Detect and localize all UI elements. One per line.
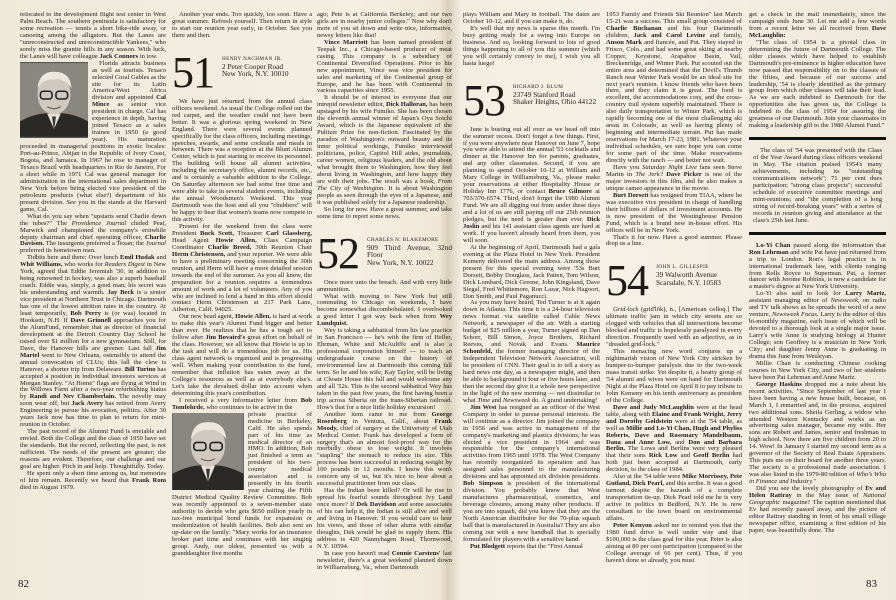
text-run: is one of the major investors in this film, and he also makes a unique cameo appearance in the movie. bbox=[606, 170, 742, 192]
text-run: and some associates of his can help it, the Indian is still alive and well and living in Hanover. If you would care to hear his views, and those of other alums with similar thoughts, Dek would be glad to supply them. His address is 420 Nannyhagen Road, Thornwood, N.Y. 10594. bbox=[317, 501, 452, 550]
paragraph bbox=[317, 488, 452, 551]
text-run: So long for now. Have a great summer, and take some time to report some news. bbox=[317, 205, 452, 220]
text-run: As you may have heard, Ted Turner is at it again down in Atlanta. This time it is a 24-hour television news format via satellite called Cable News Network, a newspaper of the air. With a starting budget of $25 million a year, Turner signed up Dan Schorr, Bill Simon, Joyce Brothers, Richard Reeves, and Novak and Evans. bbox=[463, 299, 600, 349]
text-run: chief of surgery at the University of Utah Medical Center. Frank has developed a form of surgery that's an almost fool-proof way for the morbidly obese to lose weight. It involves "stapling" the stomach to reduce its size. This process has been successful in reducing weight by 100 pounds in 12 months. I know this won't concern any of us, but it's nice to hear about a successful practitioner from our class. bbox=[317, 424, 452, 488]
text-run: Lo-Yi also said to look for bbox=[756, 290, 846, 298]
text-run: and bbox=[490, 396, 503, 404]
bold-name: George Rosenberg bbox=[317, 410, 452, 425]
bold-name: Carl Glassberg, bbox=[265, 229, 312, 237]
text-run: and bbox=[677, 452, 694, 460]
text-run: in the May issue of bbox=[791, 492, 864, 499]
paragraph bbox=[317, 551, 452, 572]
paragraph bbox=[606, 405, 742, 475]
bold-name: Vince Marriott bbox=[324, 38, 368, 46]
italic-title: Providence Journal bbox=[71, 219, 127, 227]
bold-name: Put Blodgett bbox=[470, 542, 506, 550]
column-right-2 bbox=[606, 12, 742, 578]
text-run: has been named president of Teepak Inc., a Chicago-based producer of meat casing. This company is a subsidiary of Continental Diversified Operations. Prior to his new appointment, Vince was vice president for sales and marketing of the Continental group of Europe, and he has been with Continental in various capacities since 1955. bbox=[317, 38, 452, 95]
paragraph bbox=[463, 12, 600, 26]
portrait-photo bbox=[172, 413, 244, 490]
text-run: Has the Indian been killed? Or will he rise to spread his fearful sounds throughout Ivy Land once more? If bbox=[317, 487, 452, 509]
italic-title: Newsweek bbox=[502, 396, 531, 404]
paragraph bbox=[172, 99, 312, 224]
text-run: great effort on behalf of the class. However, we all know that Howie is up to the task and will do a tremendous job for us. His class agent network is organized and is progressing well. When making your contribution to the fund, remember that inflation has eaten away at the College's resources as well as at everybody else's. Let's take the devalued dollar into account when determining this year's contribution. bbox=[172, 334, 312, 397]
portrait-photo bbox=[20, 62, 88, 138]
text-run: 30th Reunion Chair bbox=[251, 243, 312, 251]
class-year-number: 53 bbox=[463, 75, 505, 125]
address-line: 39 Walworth Avenue bbox=[656, 270, 718, 280]
text-run: and his 141 assistant class agents are hard at work. If you haven't already heard from them, you will soon. bbox=[463, 222, 600, 244]
text-run: magazine? The caption mentioned that Ev had recently passed away, and the picture of editor Rattray standing in front of his small village newspaper office, examining a first edition of his paper, was beautifully done. The bbox=[749, 498, 886, 534]
italic-title: Newsweek Focus. bbox=[771, 311, 819, 319]
paragraph bbox=[317, 40, 452, 96]
text-run: is (or was) located in Hooksett, N.H. If bbox=[20, 309, 166, 324]
text-run: has been upstaged by his wife Fumiko. She has been chosen the eleventh annual winner of Japan's Oya Soichi Award, which is the Japanese equivalent of the Pulitzer Prize for non-fiction. Fascinated by the paradox of Washington's outward beauty and its inner political workings, Fumiko interviewed politicians, police, Capitol Hill aides, journalists, career women, religious leaders, and the old about what brought them to Washington, how they feel about living in Washington, and how happy they are with their jobs. The result was a book, bbox=[317, 101, 452, 185]
text-run: It is about Washington people as seen through the eyes of a Japanese, and it was published solely for a Japanese readership. bbox=[317, 184, 452, 206]
text-run: and bbox=[154, 254, 166, 262]
address-line: 909 Third Avenue, 32nd Floor bbox=[367, 242, 452, 260]
paragraph bbox=[463, 300, 600, 404]
bold-name: Ev and Helen Rattray bbox=[749, 485, 886, 499]
text-run: and bbox=[671, 438, 689, 446]
text-run: in Ventura, Calif., about bbox=[346, 417, 435, 425]
text-run: in tow. bbox=[138, 52, 158, 60]
bold-name: Whit Williams, bbox=[20, 261, 63, 269]
paragraph bbox=[20, 255, 166, 429]
paragraph bbox=[317, 328, 452, 411]
text-run: What with moving to New York but still commuting to Chicago on weekends, I have become somewhat discombobulated. I overlooked a good letter I got way back when from bbox=[317, 292, 452, 321]
paragraph bbox=[317, 412, 452, 488]
secretary-name: CHARLES N. BLAKEMORE bbox=[367, 236, 439, 243]
bold-name: Bill Turino bbox=[124, 365, 156, 373]
text-run: That's it for now. Have a good summer. Please drop us a line. bbox=[606, 233, 742, 248]
bold-name: Mike Morrissey, Pete Gutland, Dick Pearl, bbox=[606, 473, 742, 488]
paragraph bbox=[463, 405, 600, 544]
text-run: Our new head agent, bbox=[179, 313, 236, 321]
italic-title: The Jerk? bbox=[635, 170, 663, 178]
paragraph bbox=[749, 40, 886, 130]
text-run: the former managing director of the Independent Television Network Association, will be president of CNN. Their goal is to tell a story as hard news one day, as a newspaper might, and then be able to background it four or five hours later, and then the second day give it a whole new perspective in the light of the new morning — not dissimilar to what bbox=[463, 348, 600, 404]
text-run: who continues to be active in the bbox=[204, 403, 293, 411]
award-box-paragraph bbox=[749, 148, 886, 224]
bold-name: Cal Mince bbox=[92, 94, 166, 109]
paragraph bbox=[20, 471, 166, 492]
paragraph bbox=[606, 523, 742, 565]
class-year-number: 52 bbox=[317, 228, 359, 278]
bold-name: Dave and Judy McLaughlin bbox=[613, 403, 694, 411]
secretary-name: HENRY NACHMAN JR. bbox=[222, 55, 283, 62]
bold-name: Bob Tomfohrde, bbox=[172, 396, 312, 411]
text-run: and his four Dartmouth children, bbox=[606, 24, 742, 39]
section-rule bbox=[749, 232, 886, 235]
class-header bbox=[172, 47, 312, 97]
paragraph bbox=[606, 165, 742, 193]
text-run: in New York, agreed that Eddie Jeremiah '30, in addition to being renowned in hockey, was also a superb baseball coach. Eddie was, simply, a good man; his secret was his understanding and warmth. bbox=[20, 261, 166, 297]
paragraph bbox=[749, 243, 886, 292]
bold-name: Wey Lundquist. bbox=[317, 313, 452, 328]
text-run: Present for the weekend from the class were President bbox=[172, 222, 312, 237]
paragraph bbox=[606, 12, 742, 165]
bold-name: Jack Avery bbox=[71, 400, 104, 408]
bold-name: Lo-Yi Chan bbox=[756, 241, 791, 249]
text-run: preferred its hometown man. bbox=[20, 247, 96, 255]
bold-name: Charlie Davison. bbox=[20, 233, 166, 248]
paragraph bbox=[172, 398, 312, 412]
bold-name: Millie and Lo-Yi Chan, Hugh and Phyliss Roberts, Dave and Rosemary Mandelbaum, Dana and Anne Low, bbox=[606, 424, 742, 446]
paragraph bbox=[606, 193, 742, 235]
column-right-3 bbox=[749, 12, 886, 578]
text-run: It should be of interest to everyone that our intrepid newsletter editor, bbox=[317, 94, 452, 109]
bold-name: Rick Low bbox=[648, 452, 678, 460]
class-header bbox=[317, 228, 452, 278]
text-run: Millie Chan is conducting Chinese cooking courses in New York City, and two of her students have been Pat Lehrman and Anne Martz. bbox=[749, 359, 886, 381]
text-run: June is busting out all over as we head off into the summer recess. Don't forget a few things. First, if you were anywhere near Hanover on June 7, hope you were able to attend the annual '53 cocktails and dinner at the Hanover Inn for parents, graduates, and any other classmates. Second, if you are planning to spend October 10-12 at William and Mary College in Williamsburg, Va., please make your reservations at either Hospitality House or Holiday Inn 1776, or contact bbox=[463, 125, 600, 196]
address-line: 2 Peter Cooper Road bbox=[222, 61, 283, 71]
bold-name: Frank Rom bbox=[132, 476, 166, 484]
text-run: Larry is the editor of this bi-monthly magazine, each issue of which will be devoted to a thorough look at a single major issue. Larry's wife Anne is studying biology at Hunter College; son Geoffrey is a musician in New York City; and daughter Jenny Anne is graduating in drama this June from Wesleyan. bbox=[749, 311, 886, 360]
paragraph bbox=[317, 294, 452, 329]
bold-name: Jay Beck bbox=[107, 289, 134, 297]
paragraph bbox=[172, 12, 312, 40]
bold-name: Peter Kenyon bbox=[613, 521, 652, 529]
text-run: and family, bbox=[705, 31, 742, 39]
text-run: plays William and Mary in football. The dates are October 10-12, and if you can make it, do. bbox=[463, 12, 600, 25]
text-run: The Lows and Berlins were very pleased that their sons bbox=[606, 445, 742, 460]
text-run: (grid'lŏk), n., [American colloq.] The ultimate traffic jam in which city streets are so clogged with vehicles that all intersections become blocked and traffic is hopelessly paralyzed in every direction. Frequently used with an adjective, as in "dreaded grid-lock." bbox=[606, 306, 742, 349]
bold-name: Geoff Berlin bbox=[693, 452, 730, 460]
text-run: Head Agent bbox=[172, 236, 216, 244]
text-run: do. A grand undertaking! bbox=[530, 396, 598, 404]
bold-name: Dick Joslin bbox=[463, 216, 600, 230]
bold-name: Howie Allen, bbox=[235, 313, 271, 321]
text-run: at 703/370-6574. Third, don't forget the 1980 Alumni Fund. We are all digging out from under these days and a lot of us are still paying off our 25th reunion pledges, but the need is greater than ever. bbox=[463, 188, 600, 224]
text-run: The past record of the Alumni Fund is enviable and envied. Both the College and the class of 1950 have set the standards. But the record, reflecting the past, is not sufficient. The needs of the present are greater; the reasons are evident. Therefore, our challenge and our goal are higher. Pitch in and help. Thoughtfully. Today. bbox=[20, 428, 166, 470]
italic-title: Journal bbox=[145, 240, 166, 248]
paragraph bbox=[317, 12, 452, 40]
paragraph bbox=[606, 307, 742, 349]
paragraph bbox=[463, 245, 600, 301]
text-run: Wey is taking a sabbatical from his law practice in San Francisco — he's with the firm of Heller, Ehrman, White and McAuliffe and is also a professional corporation himself — to teach an undergraduate course on the history of environmental law at Dartmouth this coming fall term. So he and his wife, Kay Taylor, will be living at Choate House this fall and would welcome any and all '52s. This is the second sabbatical Wey has taken in the past five years, the first having been a trip across Siberia on the trans-Siberian railroad. How's that for a nice little holiday excursion! bbox=[317, 327, 452, 411]
text-run: He spent only a short time among us, but memories of him remain. Recently we heard that bbox=[20, 469, 166, 484]
paragraph bbox=[317, 95, 452, 206]
text-run: It's well that my news is sparse this month. I'm busy getting ready for a swing into Europe on business. And so, looking forward to lots of good things happening to all of you this summer (which you will certainly convey to me), I wish you all hasta luego! bbox=[463, 24, 600, 67]
class-secretary-address bbox=[513, 83, 596, 106]
secretary-name: RICHARD J. BLUM bbox=[513, 83, 564, 90]
paragraph bbox=[606, 235, 742, 249]
paragraph bbox=[20, 12, 166, 61]
text-run: private practice of medicine in Berkeley, Calif. He also spends part of his time as medical director of an HMO. In addition, Bob just finished a term as president of his two-county medical association and is presently in his fourth year chairing the Fifth District Medical Quality Review Committee. Bob was recently appointed to a seven-member state authority to decide who gets $650 million yearly in tax-free municipal bond funds for expansion or modernization of health facilities. Bob also sent an up-date on the family: "Mary works for an insurance broker part time and continues with her singing group. Andy, our oldest, presented us with a granddaughter five months bbox=[172, 410, 312, 557]
text-run: had both just been accepted at Dartmouth, early decision, to the class of 1984. bbox=[606, 452, 742, 474]
paragraph bbox=[749, 486, 886, 535]
text-run: Also at the '54 table were bbox=[613, 473, 683, 481]
bold-name: Jim Bovaird's bbox=[205, 334, 246, 342]
text-run: as senior vice president in charge. Cal has experience in depth, having joined Texaco as a sales trainee in 1950 (a good year). His maturation proceeded in managerial positions in exotic locales: Port-au-Prince, Abijan in the Republic of Ivory Coast, Bogota, and Jamaica. In 1967 he rose to manager of Texaco Brazil with headquarters in Rio de Janeiro. For a short while in 1971 Cal was general manager for administration in the international sales department in New York before being elected vice president of the petroleum products (what else?) department of his present division. See you in the stands at the Harvard game, Cal. bbox=[20, 101, 166, 213]
text-run: and wife Pat have just returned from a trip to London. Ron's legal practice is in international trademark law, with clients ranging from Rolls Royce to Superman. Pat, a former dancer with Jerome Robbins, is now a candidate for a master's degree at New York University. bbox=[749, 248, 886, 291]
text-run: Have you bbox=[613, 163, 643, 171]
text-run: approaches you for the AlumFund, remember that as director of financial development at the Detroit Country Day School he raised over $1 million for a new gymnasium. Still, for Dave, the Hanover hills are greener. Last fall bbox=[20, 316, 166, 352]
paragraph bbox=[749, 291, 886, 361]
bold-name: Charlie Buchanan bbox=[606, 24, 662, 32]
bold-name: Randi and Nev Chamberlain. bbox=[29, 393, 116, 401]
address-line: Scarsdale, N.Y. 10583 bbox=[656, 278, 721, 287]
text-run: has accepted a position in individual investors services at Morgan Stanley. "At Home" flags are flying at Wind in the Willows Farm after a two-year refurbishing hiatus by bbox=[20, 365, 166, 401]
text-run: chided Peat, Marwick and championed the company's erstwhile deputy chairman and chief operating officer, bbox=[20, 219, 166, 241]
bold-name: Buck Scott, bbox=[200, 229, 234, 237]
text-run: Florida attracts business as well as tourists. Texaco selected Coral Gables as the site for its Latin America/West Africa division and appointed bbox=[92, 59, 166, 102]
text-run: I received a very informative letter from bbox=[179, 396, 301, 404]
address-line: New York, N.Y. 10010 bbox=[222, 69, 289, 79]
text-run: went to New Orleans, ostensibly to attend the annual convocation of CLUs; this fall the clew is Hanover, a shorter trip from Delaware. bbox=[20, 351, 166, 373]
bold-name: Dave McLaughlin: bbox=[749, 24, 886, 39]
class-secretary-address bbox=[656, 263, 721, 286]
page-number-right: 83 bbox=[866, 578, 877, 590]
text-run: passed along the information that bbox=[790, 241, 886, 249]
italic-title: Who's Who in Finance and Industry. bbox=[749, 471, 886, 486]
class-year-number: 51 bbox=[172, 47, 214, 97]
text-run: What do you say when "upstarts send Charlie down the tubes?" The bbox=[20, 212, 166, 227]
text-run: get a check in the mail immediately, since the campaign ends June 30. Let me add a few words from a recent letter we all received from bbox=[749, 12, 886, 32]
italic-title: Saturday Night Live bbox=[642, 163, 697, 171]
text-run: asked me to remind you that the 1980 fund drive is well under way and that $100,000 is the class goal for this year. Peter is also aiming at 80 per cent participation (compared to the College average of 66 per cent). Thus, if you haven't done so already, you must bbox=[606, 521, 742, 564]
bold-name: Dave Grinnell bbox=[70, 316, 111, 324]
bold-name: Burt Dorsett bbox=[613, 191, 649, 199]
text-run: dropped me a note about his recent activities. "Since September of last year I have been having a new house built, because, on March 1, I remarried and, in the process, acquired two additional sons. Sheila Gerling, a widow who attended Western Kentucky and works as an advertising sales manager, became my wife. Her sons are Robert and James, senior and freshman in high school. Now there are five children from 20 to 14. Wow! In January I started my second term as a governor of the Society of Real Estate Appraisers. This puts me on their board for another three years. The society is a professional trade association. I was also listed in the 1979-80 edition of bbox=[749, 380, 886, 479]
bold-name: Charlie Breed, bbox=[207, 243, 252, 251]
text-run: " bbox=[813, 478, 817, 486]
bold-name: Dick Halloran, bbox=[386, 101, 428, 109]
text-run: fans seen Steve Martin in bbox=[606, 163, 742, 178]
text-run: died in August 1979. bbox=[20, 483, 75, 491]
paragraph bbox=[463, 544, 600, 551]
bold-name: Herm Christensen, bbox=[172, 250, 226, 258]
text-run: is president of the international division. You probably know that West manufactures pharmaceutical, cosmetics, and beverage closures, among many other products. If you are into squash, did you know that they are the North American distributor for the 70-plus squash ball that is manufactured in Australia? They are also coming out with a new handball that is specially formulated for players with a sensitive hand. bbox=[463, 480, 600, 543]
text-run: Once more unto the breach. And with very little ammunition. bbox=[317, 278, 452, 293]
italic-title: Time bbox=[477, 396, 491, 404]
column-right-1 bbox=[463, 12, 600, 578]
paragraph bbox=[463, 127, 600, 245]
italic-title: Grid-lock bbox=[613, 306, 639, 314]
class-header bbox=[463, 75, 600, 125]
paragraph bbox=[20, 214, 166, 256]
text-run: has resigned as an officer of the West Company in order to pursue personal interests. He will continue as a director. Jim joined the company in 1956 and was active in management of the company's marketing and plastics divisions; he was elected a vice president in 1964 and was responsible for the company's international activities from 1965 until 1978. The West Company has recently reorganized its operation and has assigned sales personnel to the manufacturing divisions and has appointed six division presidents. bbox=[463, 403, 600, 481]
text-run: and your reporter. We were able to have a preliminary meeting concerning the 30th reunion, and Herm will have a more detailed session towards the end of the summer. As you all know, the preparation for a reunion requires a tremendous amount of work and a lot of volunteers. Any of you who are inclined to lend a hand in this effort should contact Herm Christensen at 217 Park Lane, Atherton, Calif. 94025. bbox=[172, 250, 312, 314]
secretary-name: JOHN L. GILLESPIE bbox=[656, 264, 709, 271]
paragraph bbox=[172, 314, 312, 397]
paragraph bbox=[20, 429, 166, 471]
text-run: is hard at work to make this year's Alumni Fund bigger and better than ever. He realizes that he has a tough act to follow after bbox=[172, 313, 312, 342]
bold-name: Dek Davidson bbox=[356, 501, 397, 509]
text-run: Another item came to me from bbox=[324, 410, 432, 418]
paragraph bbox=[317, 280, 452, 294]
bold-name: Ron Lehrman bbox=[749, 248, 789, 256]
bold-name: Don and Barbara Berlin. bbox=[606, 438, 742, 453]
italic-title: National Geographic bbox=[749, 492, 886, 506]
column-left-1 bbox=[20, 12, 166, 578]
text-run: 1953 Family and Friends Ski Reunion" last March 15-21 was a success. This small group consisted of bbox=[606, 12, 742, 25]
paragraph bbox=[749, 361, 886, 382]
text-run: on radio and TV talk shows as he spreads the word of a new venture, bbox=[749, 297, 886, 319]
bold-name: Jack and Carol Levine bbox=[633, 31, 706, 39]
text-run: "The class of 1954 is a pivotal class in determining the future of Dartmouth College. The older classes which have helped to establish Dartmouth's pre-eminence in higher education have now passed that responsibility on to the classes of the fifties, and because of our success and leadership, '54 is clearly identified as the primary group from which other classes will take their lead. As we are each indebted to Dartmouth for the opportunities she has given us, the College is indebted to the class of 1954 for assuring the greatness of our Dartmouth. Join your classmates in making a leadership gift to the 1980 Alumni Fund." bbox=[749, 38, 886, 130]
bold-name: Anson Mark bbox=[606, 38, 642, 46]
bold-name: Jack Connors bbox=[99, 52, 139, 60]
italic-title: Readers Digest bbox=[104, 261, 145, 269]
paragraph bbox=[606, 349, 742, 405]
paragraph bbox=[317, 207, 452, 221]
text-run: were at the head table, along with bbox=[606, 403, 742, 418]
text-run: last newsletter, there's a great weekend planned down in Williamsburg, Va., when Dartmouth bbox=[317, 549, 452, 571]
text-run: has resigned from TIAA, where he was executive vice president in charge of handling their billions of dollars of investment accounts. He is now president of the Westinghouse Pension Fund, which is a brand new in-house effort. His offices will be in New York. bbox=[606, 191, 742, 234]
class-secretary-address bbox=[222, 55, 289, 78]
bold-name: Emil Hudak bbox=[119, 254, 155, 262]
text-run: and fiancée, and Put. They stayed in Frisco, Colo., and had some great skiing at nearby Copper, Keystone, Arapahoe Basin, Vail, Breckenridge, and Winter Park. Put scouted out the entire area and determined that the Devil's Thumb Ranch near Winter Park would be an ideal site for next year's reunion. I know friends who have been there, and they claim it is great. The food is excellent, the accommodations cosy, and the cross-country trail system superbly maintained. There is also daily transportation to Winter Park, which is rapidly becoming one of the most challenging ski areas in Colorado, as well as having plenty of beginning and intermediate terrain. Put has made reservations for March 17-23, 1981. Whatever your individual schedules, we sure hope you can come for some part of the time. Make reservations directly with the ranch — and better not wait. bbox=[606, 38, 742, 165]
text-run: At the beginning of April, Dartmouth had a gala evening at the Plaza Hotel in New York. President Kemeny delivered the main address. Among those present for this special evening were '53s Burt Dorsett, Bobby Douglass, Jack Patten, Tom Wilson, Dick Lombard, Dick Greene, John Kingsland, Dave Siegal, Fred Whittemore, Ron Lazar, Nick Hagoort, Don Smith, and Paul Paganucci. bbox=[463, 243, 600, 300]
text-run: and this scribe. It was a good turnout despite the hazards of a complete transportation tie-up. Dick Pearl told me he is very active in politics in Bedford, N.Y. He is now consultant to the town board on environmental affairs. bbox=[606, 480, 742, 522]
text-run: The novelty may soon wear off, but bbox=[20, 393, 166, 408]
text-run: Tidbits here and there: Over lunch bbox=[27, 254, 120, 262]
section-rule bbox=[749, 137, 886, 140]
text-run: has retired from Avery Engineering to pursue his avocation, politics. After 30 years Jack now has time to plan to return for mini-reunion in October. bbox=[20, 400, 166, 429]
bold-name: Connie Carstens' bbox=[391, 549, 441, 557]
bold-name: Bob Perry bbox=[70, 309, 102, 317]
column-left-3 bbox=[317, 12, 452, 578]
bold-name: Maurice Schonfeld, bbox=[463, 341, 600, 356]
italic-title: Newsweek, bbox=[830, 297, 860, 305]
italic-title: From The City of Washington. bbox=[317, 177, 452, 192]
page-number-left: 82 bbox=[18, 578, 29, 590]
bold-name: Jim Martel bbox=[20, 344, 166, 359]
address-line: Shaker Heights, Ohio 44122 bbox=[513, 97, 597, 107]
paragraph bbox=[749, 12, 886, 40]
bold-name: Frank Moody, bbox=[317, 417, 452, 432]
bold-name: Larry Martz, bbox=[845, 290, 886, 298]
paragraph bbox=[463, 26, 600, 68]
class-header bbox=[606, 256, 742, 306]
paragraph bbox=[172, 224, 312, 314]
class-secretary-address bbox=[367, 236, 452, 267]
bold-name: Bruce Gilmore bbox=[548, 188, 592, 196]
paragraph bbox=[749, 382, 886, 486]
text-run: is a senior vice president at Northern Trust in Chicago. Dartmouth has one of the lowest attrition rates in the country. At least temporarily, bbox=[20, 289, 166, 317]
paragraph bbox=[606, 474, 742, 523]
address-line: New York, N.Y. 10022 bbox=[367, 257, 434, 267]
bold-name: Dave Picker bbox=[666, 170, 702, 178]
bold-name: Jim West bbox=[470, 403, 497, 411]
bold-name: Bob Simpson bbox=[463, 480, 503, 488]
text-run: In case you haven't read bbox=[324, 549, 392, 557]
text-run: were at the '54 table, as well as bbox=[606, 417, 742, 432]
bold-name: Howie Allen, bbox=[215, 236, 257, 244]
text-run: We have just returned from the annual class officers weekend. As usual the College rolled out the red carpet, and the weather could not have been better. It was a glorious spring weekend in New England. There were several events planned specifically for the class officers, including meetings, speeches, awards, and some cocktails and meals in between. There was a reception at the Blunt Alumni Center, which is just starting to receive its personnel. The building will house all alumni activities, including the secretary's office, alumni records, etc., and is certainly a valuable addition to the College. On Saturday afternoon we had some free time and were able to take in several student events, including the annual Woodsmen's Weekend. This year Dartmouth was the host and all you "chubbers" will be happy to hear that women's teams now compete in this activity. bbox=[172, 97, 312, 224]
text-run: ago; Pete is at California Berkeley; and our two girls are in nearby junior colleges." Now why don't more of you sit down and write nice, informative, newsy letters like that! bbox=[317, 12, 452, 39]
bold-name: Elaine and Frank Wright, Jerry and Dorothy Goldstein bbox=[606, 410, 742, 425]
address-line: 23749 Stanford Road bbox=[513, 89, 576, 99]
text-run: Class Campaign Coordinator bbox=[172, 236, 312, 251]
text-run: relocated to the development flight test center in West Palm Beach. The southern peninsula is satisfactory for some recreation — tennis a short bike-ride away, or canoeing among the alligators. But the Lanes are "unreconstructed and unreconstructible Yankees," who sorely miss the granite hills in any season. With luck, the Lanes will have colleague bbox=[20, 12, 166, 60]
text-run: Treasurer bbox=[234, 229, 266, 237]
text-run: who works for bbox=[62, 261, 105, 269]
column-left-2 bbox=[172, 12, 312, 578]
class-year-number: 54 bbox=[606, 256, 648, 306]
bold-name: George Haskins bbox=[756, 380, 802, 388]
text-run: Did you see the lovely photography of bbox=[756, 485, 866, 493]
text-run: The insurgents preferred a Texan; the bbox=[44, 240, 146, 248]
text-run: reports that the "First Annual bbox=[505, 542, 583, 550]
text-run: assistant managing editor of bbox=[749, 297, 831, 305]
text-run: This menacing new word conjures up a nightmarish vision of New York City stricken by bumper-to-bumper paralysis due to the two-week mass transit strike. Yet despite it, a hearty group of '54 alumni and wives were on hand for Dartmouth Night at the Plaza Hotel on April 8 to pay tribute to John Kemeny on his tenth anniversary as president of the College. bbox=[606, 348, 742, 404]
text-run: The class of '54 was presented with the Class of the Year Award during class officers weekend in May. The citation praised 1954's many achievements, including its "outstanding communications network"; 71 per cent dues participation; "strong class projects"; successful schedule of executive committee meetings and mini-reunions; and "the completion of a long string of record-breaking years" with a series of records in reunion giving and attendance at the class's 25th last June. bbox=[753, 147, 882, 224]
text-run: Another year ends. Too quickly, too soon. Have a great summer. Refresh yourself. Then return in style to start our reunion year early, in October. See you there and then. bbox=[172, 12, 312, 39]
